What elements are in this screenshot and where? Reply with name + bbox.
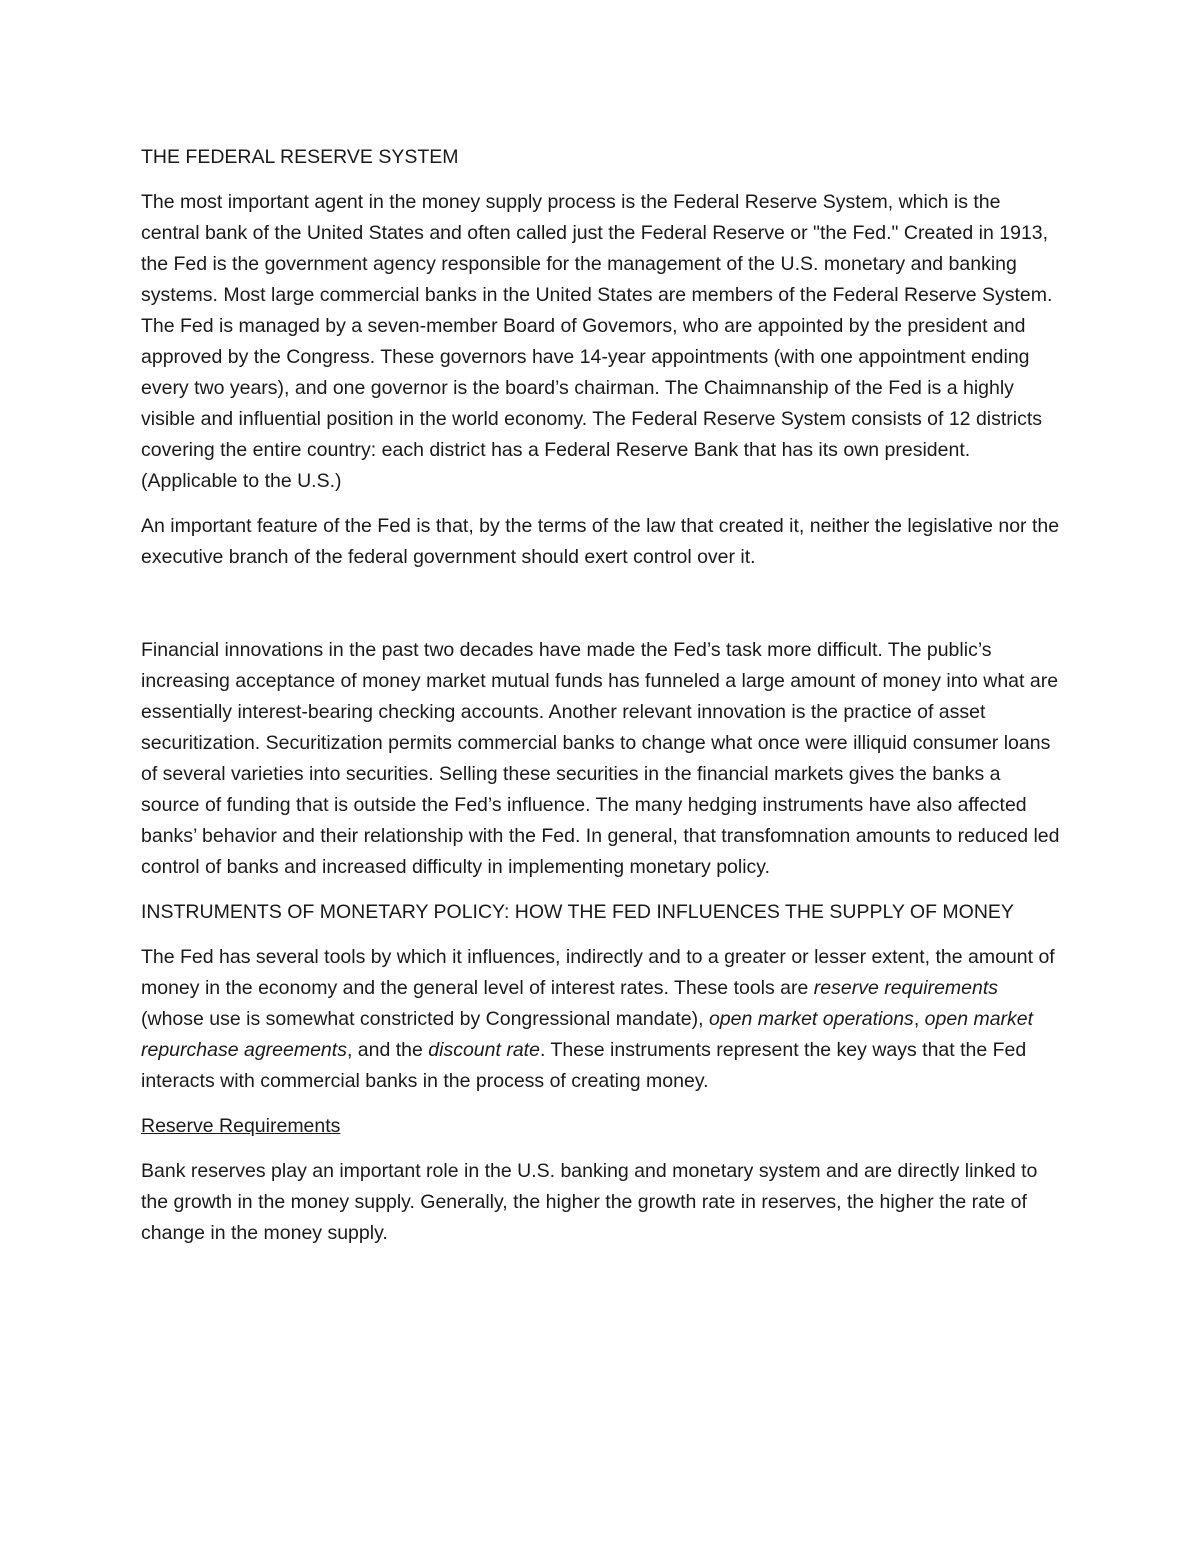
paragraph-financial-innovations: Financial innovations in the past two decades have made the Fed’s task more difficult. The public’s increasing acceptance of money market mutual funds has funneled a large amount of money into what are essentially interest-bearing checking accounts. Another relevant innovation is the practice of asset securitization. Securitization permits commercial banks to change what once were illiquid consumer loans of several varieties into securities. Selling these securities in the financial markets gives the banks a source of funding that is outside the Fed’s influence. The many hedging instruments have also affected banks’ behavior and their relationship with the Fed. In general, that transfomnation amounts to reduced led control of banks and increased difficulty in implementing monetary policy. <box>141 639 1060 878</box>
paragraph-fed-tools <box>141 942 1061 1097</box>
text-segment: (whose use is somewhat constricted by Congressional mandate), <box>141 1008 709 1030</box>
term-reserve-requirements: reserve requirements <box>813 977 999 999</box>
text-segment: The Fed has several tools by which it influences, indirectly and to a greater or lesser extent, the amount of money in the economy and the general level of interest rates. These tools are <box>141 946 1055 999</box>
section-heading-instruments: INSTRUMENTS OF MONETARY POLICY: HOW THE FED INFLUENCES THE SUPPLY OF MONEY <box>141 901 1014 923</box>
term-open-market-operations: open market operations <box>708 1008 914 1030</box>
text-segment: . These instruments represent the key ways that the Fed interacts with commercial banks in the process of creating money. <box>141 1039 1027 1092</box>
paragraph-federal-reserve-intro: The most important agent in the money supply process is the Federal Reserve System, which is the central bank of the United States and often called just the Federal Reserve or "the Fed." Created in 1913, the Fed is the government agency responsible for the management of the U.S. monetary and banking systems. Most large commercial banks in the United States are members of the Federal Reserve System. The Fed is managed by a seven-member Board of Govemors, who are appointed by the president and approved by the Congress. These governors have 14-year appointments (with one appointment ending every two years), and one governor is the board’s chairman. The Chaimnanship of the Fed is a highly visible and influential position in the world economy. The Federal Reserve System consists of 12 districts covering the entire country: each district has a Federal Reserve Bank that has its own president. (Applicable to the U.S.) <box>141 191 1053 492</box>
paragraph-bank-reserves: Bank reserves play an important role in the U.S. banking and monetary system and are directly linked to the growth in the money supply. Generally, the higher the growth rate in reserves, the higher the rate of change in the money supply. <box>141 1160 1038 1244</box>
text-segment: , <box>913 1008 925 1030</box>
blank-space <box>141 587 1061 635</box>
text-segment: , and the <box>346 1039 429 1061</box>
term-discount-rate: discount rate <box>428 1039 540 1061</box>
document-title: THE FEDERAL RESERVE SYSTEM <box>141 146 459 168</box>
subheading-reserve-requirements <box>141 1111 1061 1142</box>
term-repurchase-agreements: open market repurchase agreements <box>141 1008 1034 1061</box>
subheading-text: Reserve Requirements <box>141 1115 341 1137</box>
document-body <box>141 142 1061 1263</box>
paragraph-fed-independence: An important feature of the Fed is that, by the terms of the law that created it, neither the legislative nor the executive branch of the federal government should exert control over it. <box>141 515 1060 568</box>
